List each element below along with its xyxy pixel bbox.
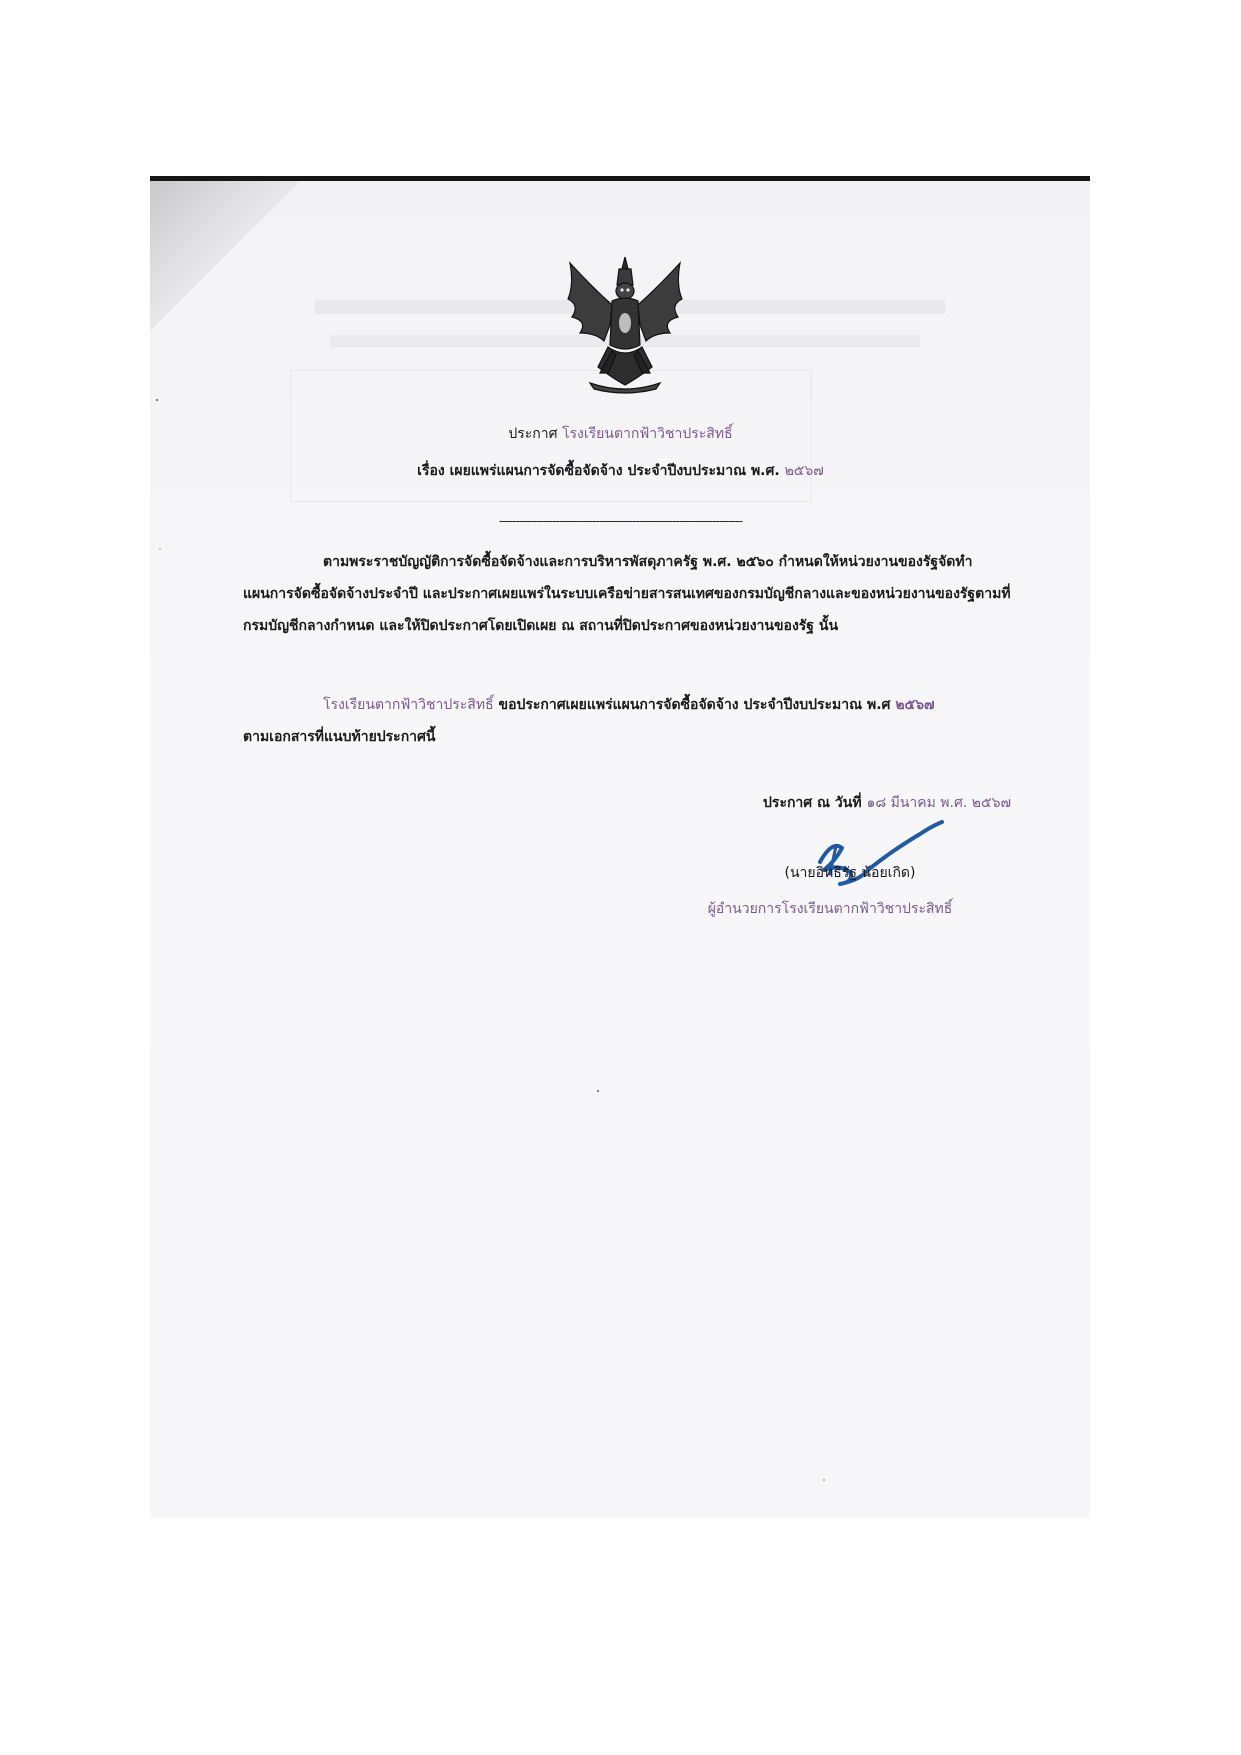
subject-text: เรื่อง เผยแพร่แผนการจัดซื้อจัดจ้าง ประจำปีงบประมาณ พ.ศ. bbox=[417, 463, 780, 479]
signer-title: ผู้อำนวยการโรงเรียนตากฟ้าวิชาประสิทธิ์ bbox=[707, 901, 953, 917]
scan-top-edge bbox=[150, 176, 1090, 181]
announcement-title bbox=[0, 423, 1241, 445]
scan-speck bbox=[597, 1090, 599, 1092]
date-value: ๑๘ มีนาคม พ.ศ. ๒๕๖๗ bbox=[866, 795, 1011, 811]
scan-speck bbox=[156, 399, 158, 401]
school-name: โรงเรียนตากฟ้าวิชาประสิทธิ์ bbox=[561, 426, 733, 442]
announcement-subject bbox=[0, 460, 1241, 482]
paragraph-end-text: ตามเอกสารที่แนบท้ายประกาศนี้ bbox=[243, 729, 436, 745]
title-prefix: ประกาศ bbox=[508, 426, 558, 442]
subject-year: ๒๕๖๗ bbox=[784, 463, 824, 479]
paragraph-year: ๒๕๖๗ bbox=[895, 697, 935, 713]
scan-speck bbox=[159, 548, 161, 550]
body-paragraph-1: ตามพระราชบัญญัติการจัดซื้อจัดจ้างและการบริหารพัสดุภาครัฐ พ.ศ. ๒๕๖๐ กำหนดให้หน่วยงานของรัฐจัดทำแผนการจัดซื้อจัดจ้างประจำปี และประกาศเผยแพร่ในระบบเครือข่ายสารสนเทศของกรมบัญชีกลางและของหน่วยงานของรัฐตามที่กรมบัญชีกลางกำหนด และให้ปิดประกาศโดยเปิดเผย ณ สถานที่ปิดประกาศของหน่วยงานของรัฐ นั้น bbox=[243, 554, 1011, 634]
paragraph-middle-text: ขอประกาศเผยแพร่แผนการจัดซื้อจัดจ้าง ประจำปีงบประมาณ พ.ศ bbox=[498, 697, 891, 713]
date-prefix: ประกาศ ณ วันที่ bbox=[763, 795, 862, 811]
announcement-date bbox=[763, 792, 1011, 814]
garuda-emblem-icon bbox=[560, 255, 690, 395]
body-paragraph-2 bbox=[243, 689, 1018, 753]
signer-name: (นายอิทธิรัฐ น้อยเกิด) bbox=[784, 865, 916, 881]
scan-speck bbox=[823, 1479, 825, 1481]
paragraph-school-name: โรงเรียนตากฟ้าวิชาประสิทธิ์ bbox=[323, 697, 494, 713]
dashed-divider: ------------------------------------------------------------------------- bbox=[498, 514, 743, 528]
